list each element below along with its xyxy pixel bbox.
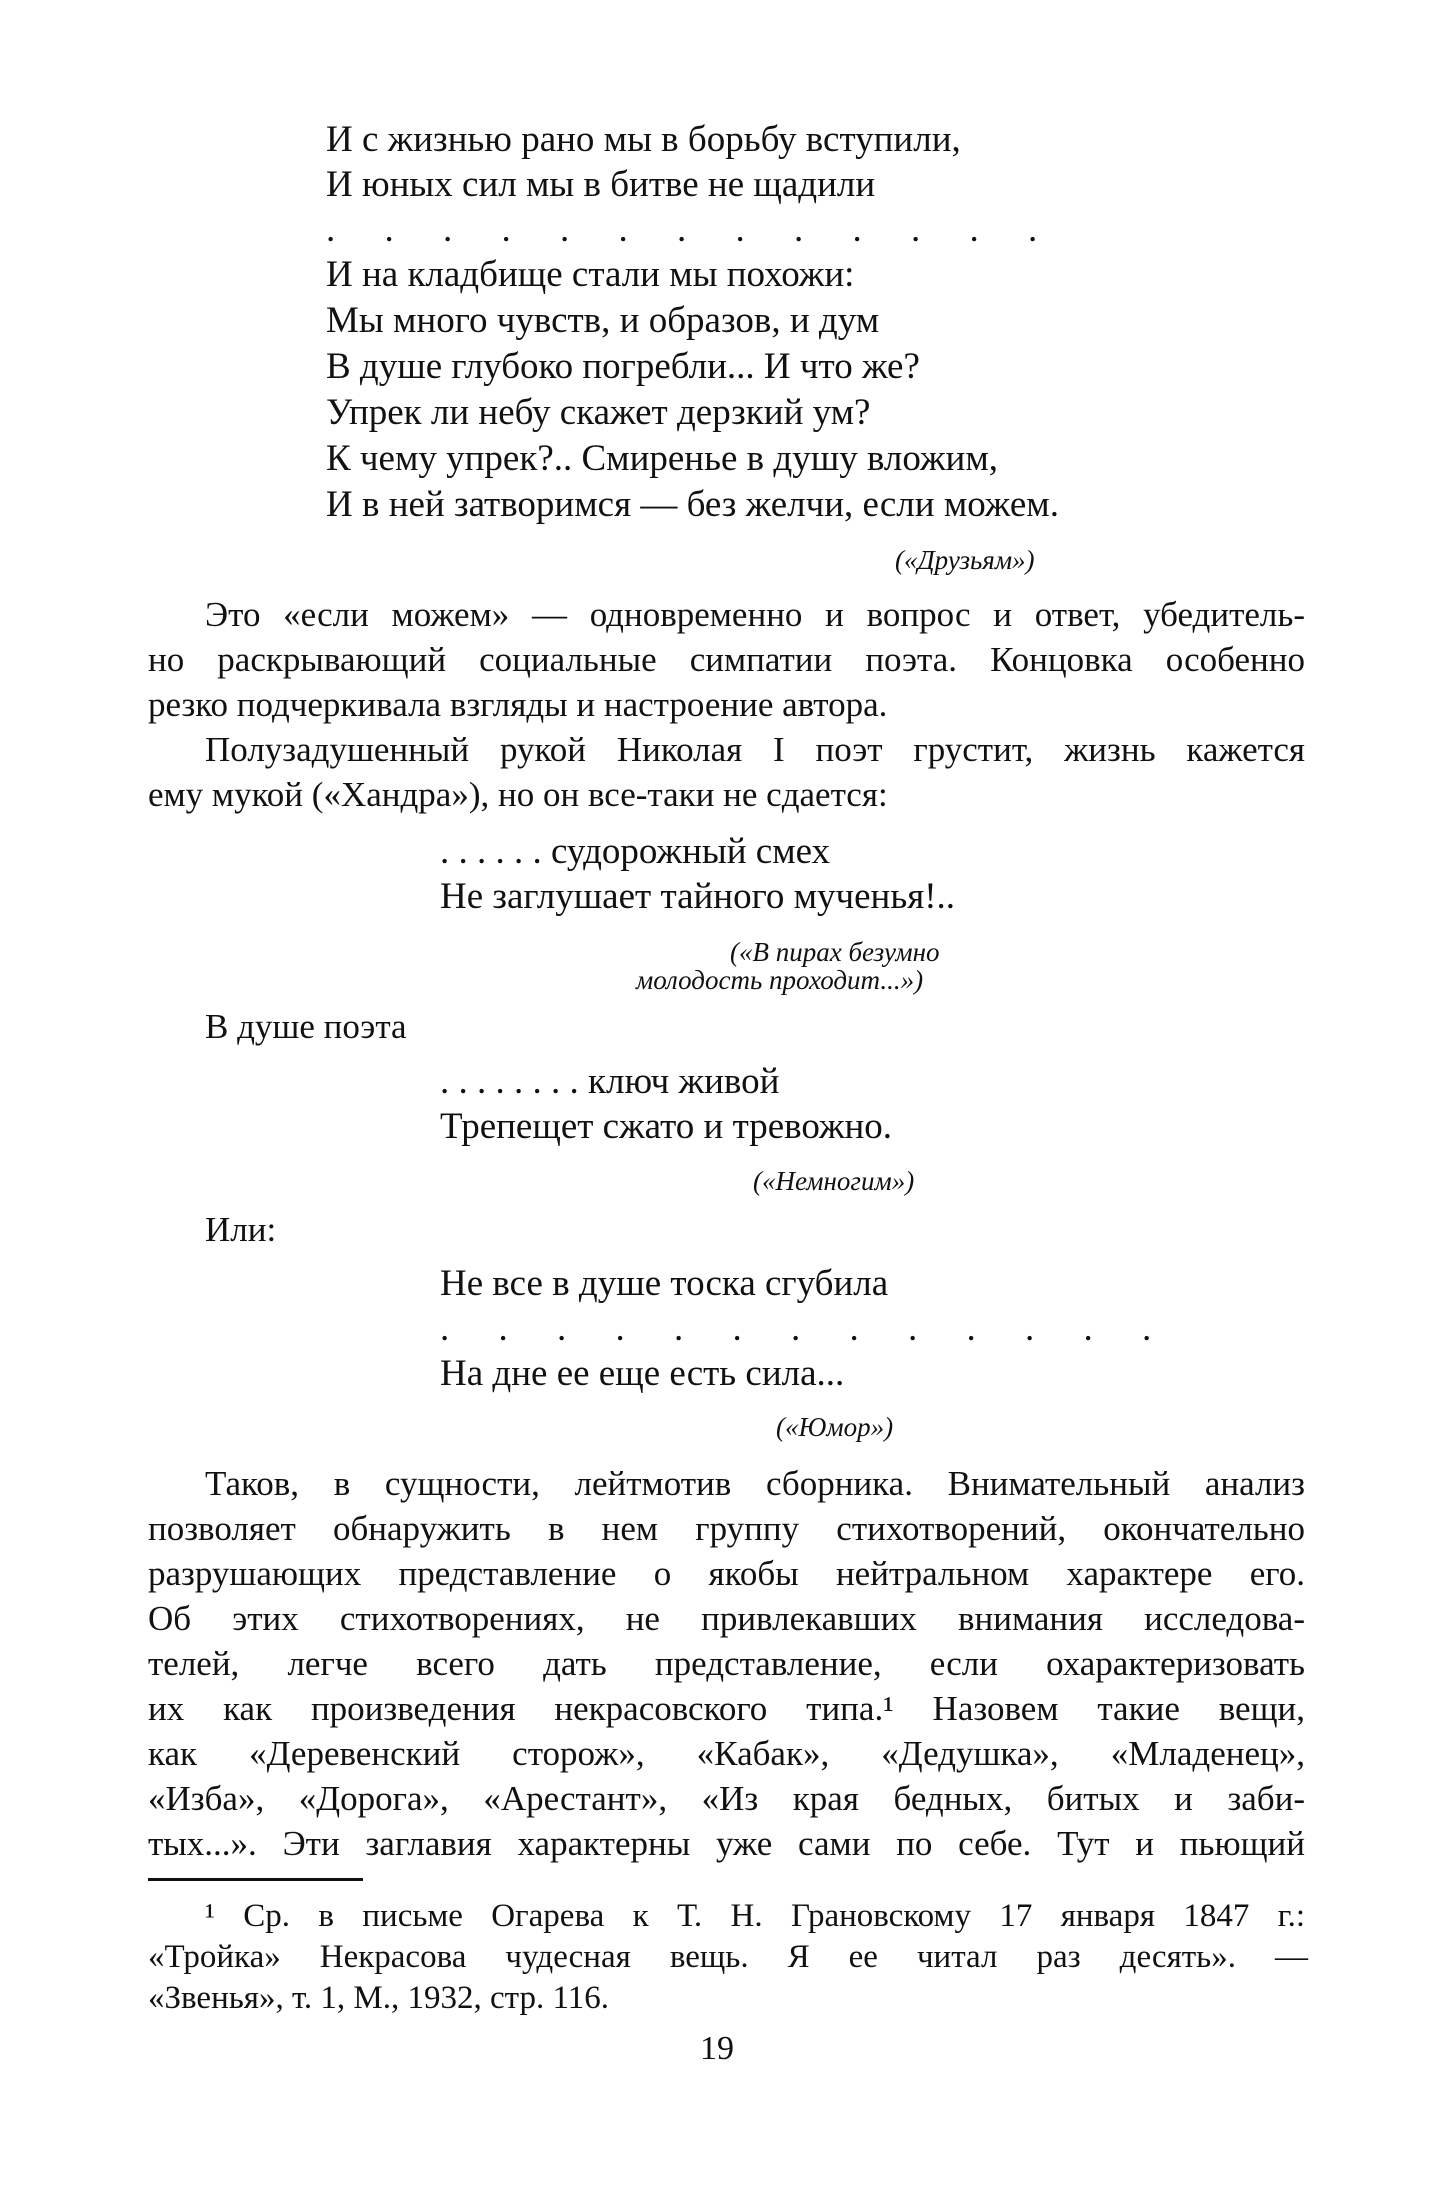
lead-in-soul: В душе поэта (205, 1007, 407, 1046)
poem1-line-1: И с жизнью рано мы в борьбу вступили, (326, 119, 961, 160)
poem3-source: («Немногим») (753, 1166, 915, 1196)
para5-line-4: Об этих стихотворениях, не привлекавших внимания исследова- (148, 1599, 1305, 1638)
para5-line-7: как «Деревенский сторож», «Кабак», «Дедушка», «Младенец», (148, 1734, 1305, 1773)
footnote-rule (148, 1878, 363, 1881)
poem2-source-2: молодость проходит...») (636, 965, 924, 995)
poem1-line-7: Упрек ли небу скажет дерзкий ум? (326, 392, 871, 433)
footnote-line-1: ¹ Ср. в письме Огарева к Т. Н. Грановскому 17 января 1847 г.: (205, 1898, 1305, 1934)
page-number: 19 (700, 2030, 734, 2067)
footnote-line-2: «Тройка» Некрасова чудесная вещь. Я ее читал раз десять». — (148, 1939, 1308, 1975)
poem4-source: («Юмор») (776, 1412, 894, 1442)
poem3-line-1: . . . . . . . . ключ живой (440, 1061, 780, 1102)
footnote-line-3: «Звенья», т. 1, М., 1932, стр. 116. (148, 1980, 609, 2016)
poem1-line-8: К чему упрек?.. Смиренье в душу вложим, (326, 438, 998, 479)
poem2-line-2: Не заглушает тайного мученья!.. (440, 876, 956, 917)
poem1-line-6: В душе глубоко погребли... И что же? (326, 346, 920, 387)
para5-line-6: их как произведения некрасовского типа.¹ Назовем такие вещи, (148, 1689, 1305, 1728)
para5-line-5: телей, легче всего дать представление, если охарактеризовать (148, 1644, 1305, 1683)
poem1-line-9: И в ней затворимся — без желчи, если можем. (326, 484, 1059, 525)
para5-line-9: тых...». Эти заглавия характерны уже сами по себе. Тут и пьющий (148, 1824, 1305, 1863)
poem2-line-1: . . . . . . судорожный смех (440, 831, 831, 872)
poem3-line-2: Трепещет сжато и тревожно. (440, 1106, 893, 1147)
para5-line-2: позволяет обнаружить в нем группу стихотворений, окончательно (148, 1509, 1305, 1548)
para5-line-8: «Изба», «Дорога», «Арестант», «Из края бедных, битых и заби- (148, 1779, 1305, 1818)
poem1-ellipsis: . . . . . . . . . . . . . (326, 209, 1058, 250)
poem1-source: («Друзьям») (895, 545, 1035, 575)
poem4-line-1: Не все в душе тоска сгубила (440, 1263, 889, 1304)
para5-line-3: разрушающих представление о якобы нейтральном характере его. (148, 1554, 1305, 1593)
para1-line-3: резко подчеркивала взгляды и настроение автора. (148, 685, 888, 724)
lead-or: Или: (205, 1210, 277, 1249)
para2-line-1: Полузадушенный рукой Николая I поэт грустит, жизнь кажется (205, 730, 1305, 769)
poem1-line-4: И на кладбище стали мы похожи: (326, 254, 855, 295)
poem2-source-1: («В пирах безумно (730, 937, 940, 967)
poem4-ellipsis: . . . . . . . . . . . . . (440, 1308, 1172, 1349)
poem4-line-3: На дне ее еще есть сила... (440, 1353, 845, 1394)
poem1-line-5: Мы много чувств, и образов, и дум (326, 300, 880, 341)
poem1-line-2: И юных сил мы в битве не щадили (326, 164, 876, 205)
para1-line-2: но раскрывающий социальные симпатии поэта. Концовка особенно (148, 640, 1305, 679)
para5-line-1: Таков, в сущности, лейтмотив сборника. Внимательный анализ (205, 1464, 1305, 1503)
para2-line-2: ему мукой («Хандра»), но он все-таки не сдается: (148, 775, 888, 814)
para1-line-1: Это «если можем» — одновременно и вопрос и ответ, убедитель- (205, 595, 1305, 634)
